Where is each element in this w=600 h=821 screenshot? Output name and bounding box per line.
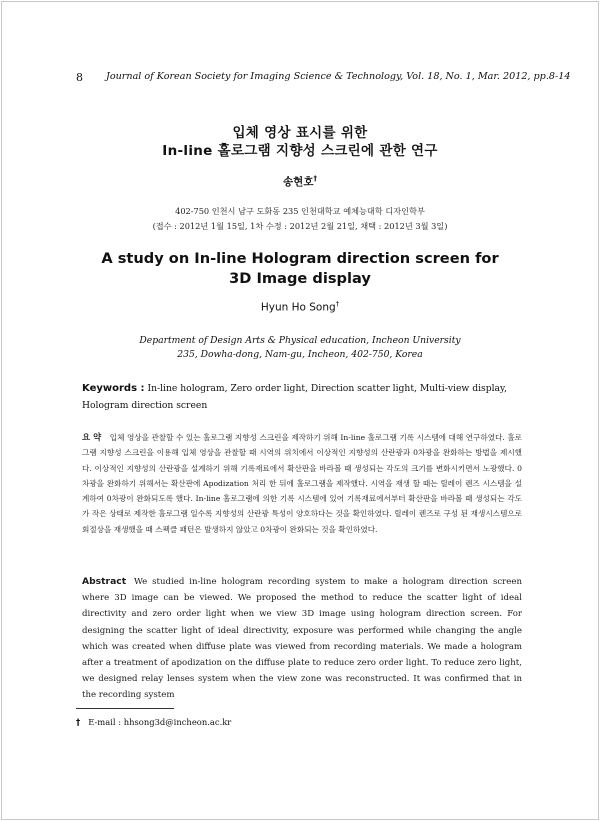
korean-author	[0, 174, 600, 189]
footnote-rule	[76, 708, 174, 709]
footnote-mark: †	[76, 717, 81, 727]
korean-affiliation: 402-750 인천시 남구 도화동 235 인천대학교 예체능대학 디자인학부	[175, 206, 425, 216]
korean-author-mark: †	[313, 174, 317, 183]
keywords-text: In-line hologram, Zero order light, Direction scatter light, Multi-view display, Hologram direction screen	[82, 383, 507, 411]
english-author-name: Hyun Ho Song	[260, 301, 336, 314]
english-abstract-text: We studied in-line hologram recording system to make a hologram direction screen where 3D image can be viewed. We proposed the method to reduce the scatter light of ideal directivity and zero order light when we view 3D image using hologram direction screen. For designing the scatter light of ideal directivity, exposure was performed while changing the angle which was created when diffuse plate was viewed from recording materials. We made a hologram after a treatment of apodization on the diffuse plate to reduce zero order light. To reduce zero light, we designed relay lenses system when the view zone was reconstructed. It was confirmed that in the recording system	[82, 577, 522, 701]
english-abstract	[82, 574, 522, 704]
english-abstract-heading: Abstract	[82, 576, 127, 587]
korean-dates: (접수 : 2012년 1월 15일, 1차 수정 : 2012년 2월 21일, 채택 : 2012년 3월 3일)	[152, 221, 448, 231]
korean-title-line2: In-line 홀로그램 지향성 스크린에 관한 연구	[162, 143, 438, 159]
footnote-email: E-mail : hhsong3d@incheon.ac.kr	[88, 717, 232, 727]
english-affiliation-line1: Department of Design Arts & Physical education, Incheon University	[139, 335, 461, 346]
english-author-mark: †	[335, 300, 340, 308]
footnote	[76, 717, 231, 727]
korean-title-line1: 입체 영상 표시를 위한	[232, 125, 368, 141]
english-author	[0, 300, 600, 314]
english-title-line1: A study on In-line Hologram direction screen for	[101, 250, 499, 267]
english-title-line2: 3D Image display	[229, 270, 371, 287]
keywords	[82, 380, 522, 414]
korean-abstract	[82, 430, 522, 537]
journal-citation: Journal of Korean Society for Imaging Science & Technology, Vol. 18, No. 1, Mar. 2012, pp.8-14	[106, 71, 571, 82]
page-number: 8	[76, 71, 83, 84]
korean-author-name: 송현호	[283, 176, 314, 188]
keywords-heading: Keywords :	[82, 383, 145, 394]
korean-abstract-text: 입체 영상을 관찰할 수 있는 홀로그램 지향성 스크린을 제작하기 위해 In-line 홀로그램 기록 시스템에 대해 연구하였다. 홀로그램 지향성 스크린을 이용해 입체 영상을 관찰할 때 시역의 위치에서 이상적인 지향성의 산란광과 0차광을 완화하는 방법을 제시했다. 이상적인 지향성의 산란광을 설계하기 위해 기록재료에서 확산판을 바라볼 때 생성되는 각도의 크기를 변화시키면서 노광했다. 0차광을 완화하기 위해서는 확산판에 Apodization 처리 한 뒤에 홀로그램을 제작했다. 시역을 재생 할 때는 릴레이 렌즈 시스템을 설계하여 0차광이 완화되도록 했다. In-line 홀로그램에 의한 기록 시스템에 있어 기록재료에서부터 확산판을 바라볼 때 생성되는 각도가 작은 상태로 제작한 홀로그램 일수록 지향성의 산란광 특성이 양호하다는 것을 확인하였다. 릴레이 렌즈로 구성 된 재생시스템으로 회절상을 재생했을 때 스펙클 패턴은 발생하지 않았고 0차광이 완화되는 것을 확인하였다.	[82, 433, 522, 534]
english-affiliation-line2: 235, Dowha-dong, Nam-gu, Incheon, 402-750, Korea	[177, 349, 423, 360]
korean-abstract-heading: 요 약	[82, 432, 102, 442]
